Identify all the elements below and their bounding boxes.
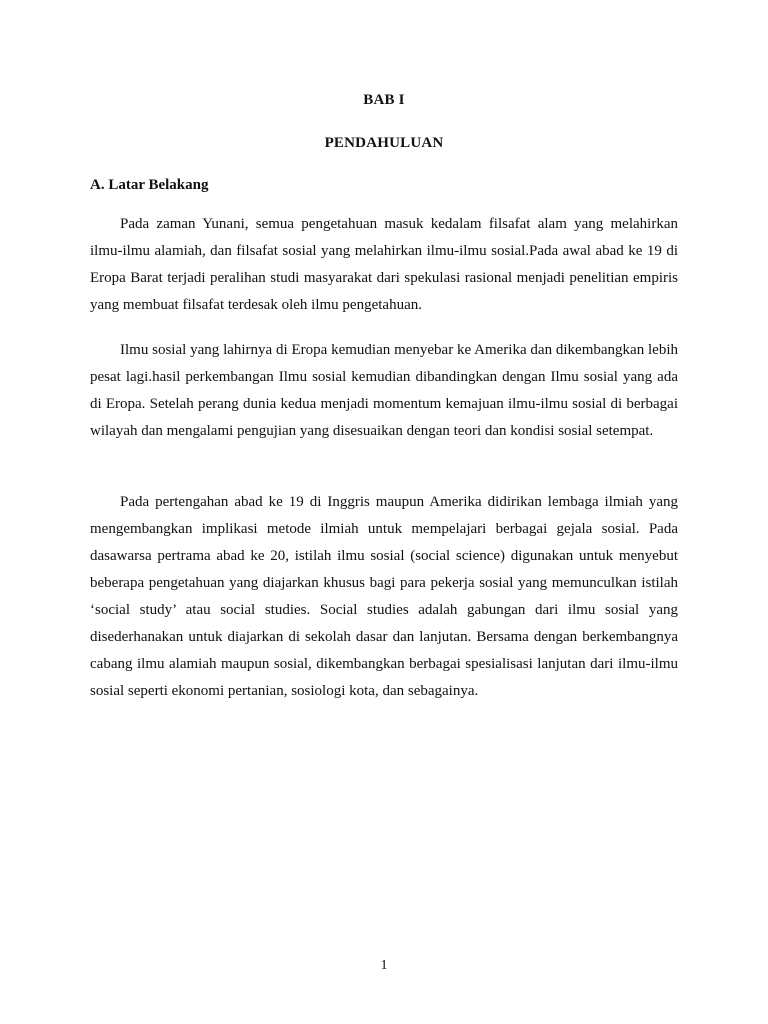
paragraph: Ilmu sosial yang lahirnya di Eropa kemudian menyebar ke Amerika dan dikembangkan lebih pesat lagi.hasil perkembangan Ilmu sosial kemudian dibandingkan dengan Ilmu sosial yang ada di Eropa. Setelah perang dunia kedua menjadi momentum kemajuan ilmu-ilmu sosial di berbagai wilayah dan mengalami pengujian yang disesuaikan dengan teori dan kondisi sosial setempat. [90, 342, 678, 439]
paragraph: Pada pertengahan abad ke 19 di Inggris maupun Amerika didirikan lembaga ilmiah yang mengembangkan implikasi metode ilmiah untuk mempelajari berbagai gejala sosial. Pada dasawarsa pertrama abad ke 20, istilah ilmu sosial (social science) digunakan untuk menyebut beberapa pengetahuan yang diajarkan khusus bagi para pekerja sosial yang memunculkan istilah ‘social study’ atau social studies. Social studies adalah gabungan dari ilmu sosial yang disederhanakan untuk diajarkan di sekolah dasar dan lanjutan. Bersama dengan berkembangnya cabang ilmu alamiah maupun sosial, dikembangkan berbagai spesialisasi lanjutan dari ilmu-ilmu sosial seperti ekonomi pertanian, sosiologi kota, dan sebagainya. [90, 494, 678, 699]
section-heading: A. Latar Belakang [90, 177, 209, 193]
paragraph: Pada zaman Yunani, semua pengetahuan masuk kedalam filsafat alam yang melahirkan ilmu-ilmu alamiah, dan filsafat sosial yang melahirkan ilmu-ilmu sosial.Pada awal abad ke 19 di Eropa Barat terjadi peralihan studi masyarakat dari spekulasi rasional menjadi penelitian empiris yang membuat filsafat terdesak oleh ilmu pengetahuan. [90, 216, 678, 313]
chapter-title: PENDAHULUAN [324, 135, 444, 151]
chapter-number: BAB I [363, 92, 405, 108]
page-number: 1 [380, 958, 388, 973]
